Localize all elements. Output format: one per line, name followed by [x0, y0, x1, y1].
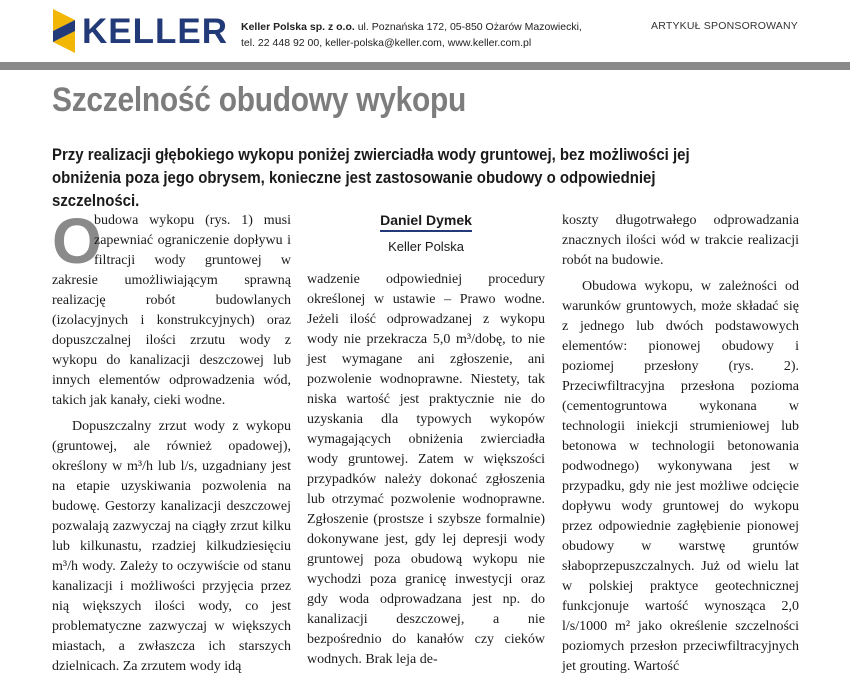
header-divider [0, 62, 850, 70]
paragraph: wadzenie odpowiedniej procedury określonej w ustawie – Prawo wodne. Jeżeli ilość odprowadzanej z wykopu wody nie przekracza 5,0 m³/dobę, to nie jest wymagane ani zgłoszenie, ani pozwolenie wodnoprawne. Niestety, tak niska wartość jest praktycznie nie do uzyskania dla typowych wykopów wymagających obniżenia zwierciadła wody gruntowej. Zatem w większości przypadków należy dokonać zgłoszenia lub otrzymać pozwolenie wodnoprawne. Zgłoszenie (prostsze i szybsze formalnie) dokonywane jest, gdy lej depresji wody gruntowej poza obudową wykopu nie wychodzi poza granicę inwestycji oraz gdy woda odprowadzana jest np. do kanalizacji deszczowej, a nie bezpośrednio do kanałów czy cieków wodnych. Brak leja de- [307, 272, 545, 667]
paragraph [52, 205, 291, 411]
paragraph: Obudowa wykopu, w zależności od warunków gruntowych, może składać się z jednego lub dwóch podstawowych elementów: pionowej obudowy i poziomej przesłony (rys. 2). Przeciwfiltracyjna przesłona pozioma (cementogruntowa wykonana w technologii iniekcji strumieniowej lub betonowa w technologii betonowania podwodnego) wykonywana jest w przypadku, gdy nie jest możliwe odcięcie dopływu wody gruntowej do wykopu przez odpowiednie zagłębienie pionowej obudowy w warstwę gruntów słaboprzepuszczalnych. Już od wielu lat w polskiej praktyce geotechnicznej funkcjonuje wartość wynosząca 2,0 l/s/1000 m² jako określenie szczelności poziomych przesłon przeciwfiltracyjnych jet grouting. Wartość [562, 279, 799, 674]
keller-logo[interactable] [52, 8, 228, 54]
paragraph: Dopuszczalny zrzut wody z wykopu (gruntowej, ale również opadowej), określony w m³/h lub l/s, uzgadniany jest na etapie uzyskiwania pozwolenia na budowę. Gestorzy kanalizacji deszczowej pozwalają zazwyczaj na ciągły zrzut kilku lub kilkunastu, rzadziej kilkudziesięciu m³/h wody. Zależy to oczywiście od stanu kanalizacji i możliwości przyjęcia przez nią większych ilości wody, co jest problematyczne zazwyczaj w większych miastach, a zwłaszcza ich starszych dzielnicach. Za zrzutem wody idą [52, 419, 291, 674]
company-address: ul. Poznańska 172, 05-850 Ożarów Mazowiecki, [357, 21, 582, 33]
article-column-3 [562, 211, 799, 677]
article-column-1 [52, 205, 291, 677]
author-block [307, 211, 545, 256]
author-organization: Keller Polska [388, 239, 464, 254]
keller-diamond-icon [52, 8, 76, 54]
company-phone-email-web: tel. 22 448 92 00, keller-polska@keller.com, www.keller.com.pl [241, 37, 532, 49]
company-name: Keller Polska sp. z o.o. [241, 21, 355, 33]
author-name: Daniel Dymek [380, 211, 472, 232]
article-column-2 [307, 211, 545, 670]
masthead [0, 0, 850, 62]
company-contact [241, 19, 582, 51]
section-label: ARTYKUŁ SPONSOROWANY [651, 20, 798, 32]
article-lead: Przy realizacji głębokiego wykopu poniżej zwierciadła wody gruntowej, bez możliwości jej obniżenia poza jego obrysem, konieczne jest zastosowanie obudowy o odpowiedniej szczelności. [52, 145, 690, 210]
drop-cap: O [52, 205, 102, 277]
article-title: Szczelność obudowy wykopu [52, 81, 467, 119]
paragraph: koszty długotrwałego odprowadzania znacznych ilości wód w trakcie realizacji robót na budowie. [562, 213, 799, 268]
paragraph-text: budowa wykopu (rys. 1) musi zapewniać ograniczenie dopływu i filtracji wody gruntowej w zakresie umożliwiającym sprawną realizację robót budowlanych (izolacyjnych i konstrukcyjnych) oraz dopuszczalnej ilości zrzutu wody z wykopu do kanalizacji deszczowej lub innych elementów odprowadzenia wód, takich jak kanały, cieki wodne. [52, 213, 291, 408]
brand-name: KELLER [82, 11, 228, 51]
